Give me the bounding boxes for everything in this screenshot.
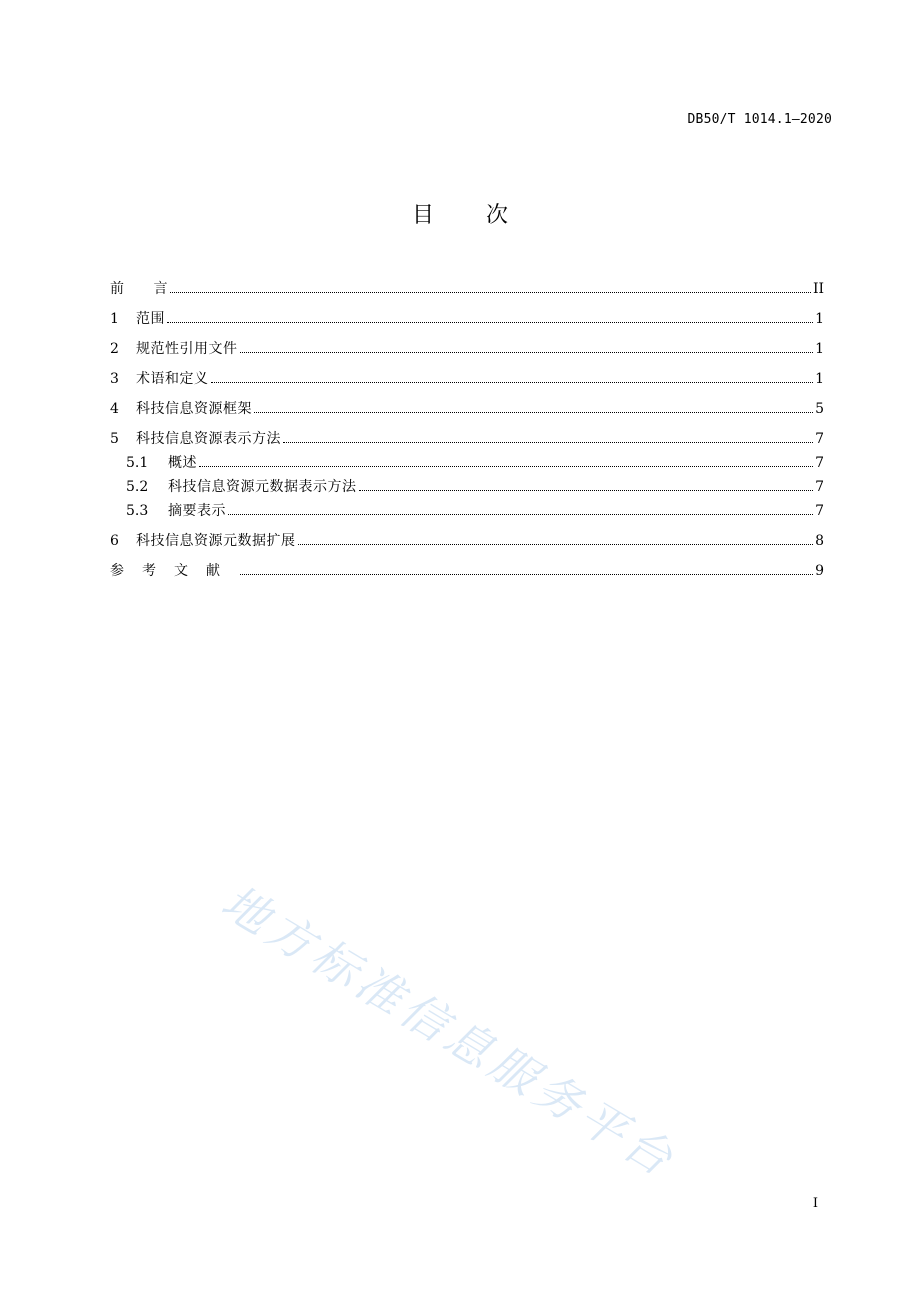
toc-entry-number: 6: [110, 533, 119, 549]
toc-entry-page: 1: [815, 341, 824, 357]
toc-entry-label: 概述: [168, 455, 197, 471]
toc-leader-dots: [199, 466, 813, 467]
toc-entry-bibliography[interactable]: [110, 560, 824, 582]
toc-entry-page: 5: [815, 401, 824, 417]
toc-entry-framework[interactable]: [110, 398, 824, 420]
toc-leader-dots: [283, 442, 813, 443]
toc-entry-label: 摘要表示: [168, 503, 226, 519]
toc-entry-abstract-representation[interactable]: [110, 500, 824, 522]
toc-entry-label: 前 言: [110, 281, 168, 297]
toc-leader-dots: [240, 574, 813, 575]
toc-entry-label: 参考文献: [110, 563, 238, 579]
toc-leader-dots: [170, 292, 811, 293]
toc-title: [0, 200, 920, 232]
toc-entry-normative-references[interactable]: [110, 338, 824, 360]
toc-leader-dots: [254, 412, 813, 413]
toc-title-char-2: 次: [486, 203, 509, 228]
toc-entry-number: 5: [110, 431, 119, 447]
toc-entry-page: 7: [815, 431, 824, 447]
toc-entry-foreword[interactable]: [110, 278, 824, 300]
toc-entry-label: 科技信息资源元数据表示方法: [168, 479, 357, 495]
toc-leader-dots: [240, 352, 814, 353]
toc-entry-page: 1: [815, 371, 824, 387]
toc-entry-label: 规范性引用文件: [136, 341, 238, 357]
watermark: 地方标准信息服务平台: [212, 874, 687, 1189]
toc-list: [110, 278, 824, 582]
toc-entry-number: 4: [110, 401, 119, 417]
toc-entry-number: 5.1: [126, 455, 149, 471]
toc-entry-label: 范围: [136, 311, 165, 327]
toc-entry-page: 9: [815, 563, 824, 579]
page-number: I: [812, 1196, 818, 1211]
toc-entry-number: 1: [110, 311, 119, 327]
toc-entry-overview[interactable]: [110, 452, 824, 474]
toc-entry-number: 3: [110, 371, 119, 387]
toc-entry-metadata-representation[interactable]: [110, 476, 824, 498]
toc-title-char-1: 目: [411, 203, 434, 228]
toc-entry-page: 7: [815, 479, 824, 495]
toc-entry-page: II: [812, 281, 824, 297]
toc-leader-dots: [359, 490, 814, 491]
document-code: DB50/T 1014.1—2020: [687, 112, 832, 127]
toc-entry-representation-methods[interactable]: [110, 428, 824, 450]
toc-entry-page: 1: [815, 311, 824, 327]
toc-entry-terms-definitions[interactable]: [110, 368, 824, 390]
toc-entry-page: 7: [815, 455, 824, 471]
toc-entry-label: 科技信息资源框架: [136, 401, 252, 417]
toc-leader-dots: [228, 514, 813, 515]
toc-entry-label: 科技信息资源元数据扩展: [136, 533, 296, 549]
toc-entry-number: 5.3: [126, 503, 149, 519]
toc-entry-page: 7: [815, 503, 824, 519]
toc-entry-label: 科技信息资源表示方法: [136, 431, 281, 447]
toc-entry-number: 2: [110, 341, 119, 357]
toc-entry-metadata-extension[interactable]: [110, 530, 824, 552]
toc-entry-page: 8: [815, 533, 824, 549]
toc-leader-dots: [298, 544, 814, 545]
toc-leader-dots: [211, 382, 814, 383]
toc-entry-scope[interactable]: [110, 308, 824, 330]
toc-entry-label: 术语和定义: [136, 371, 209, 387]
toc-entry-number: 5.2: [126, 479, 149, 495]
toc-leader-dots: [167, 322, 813, 323]
